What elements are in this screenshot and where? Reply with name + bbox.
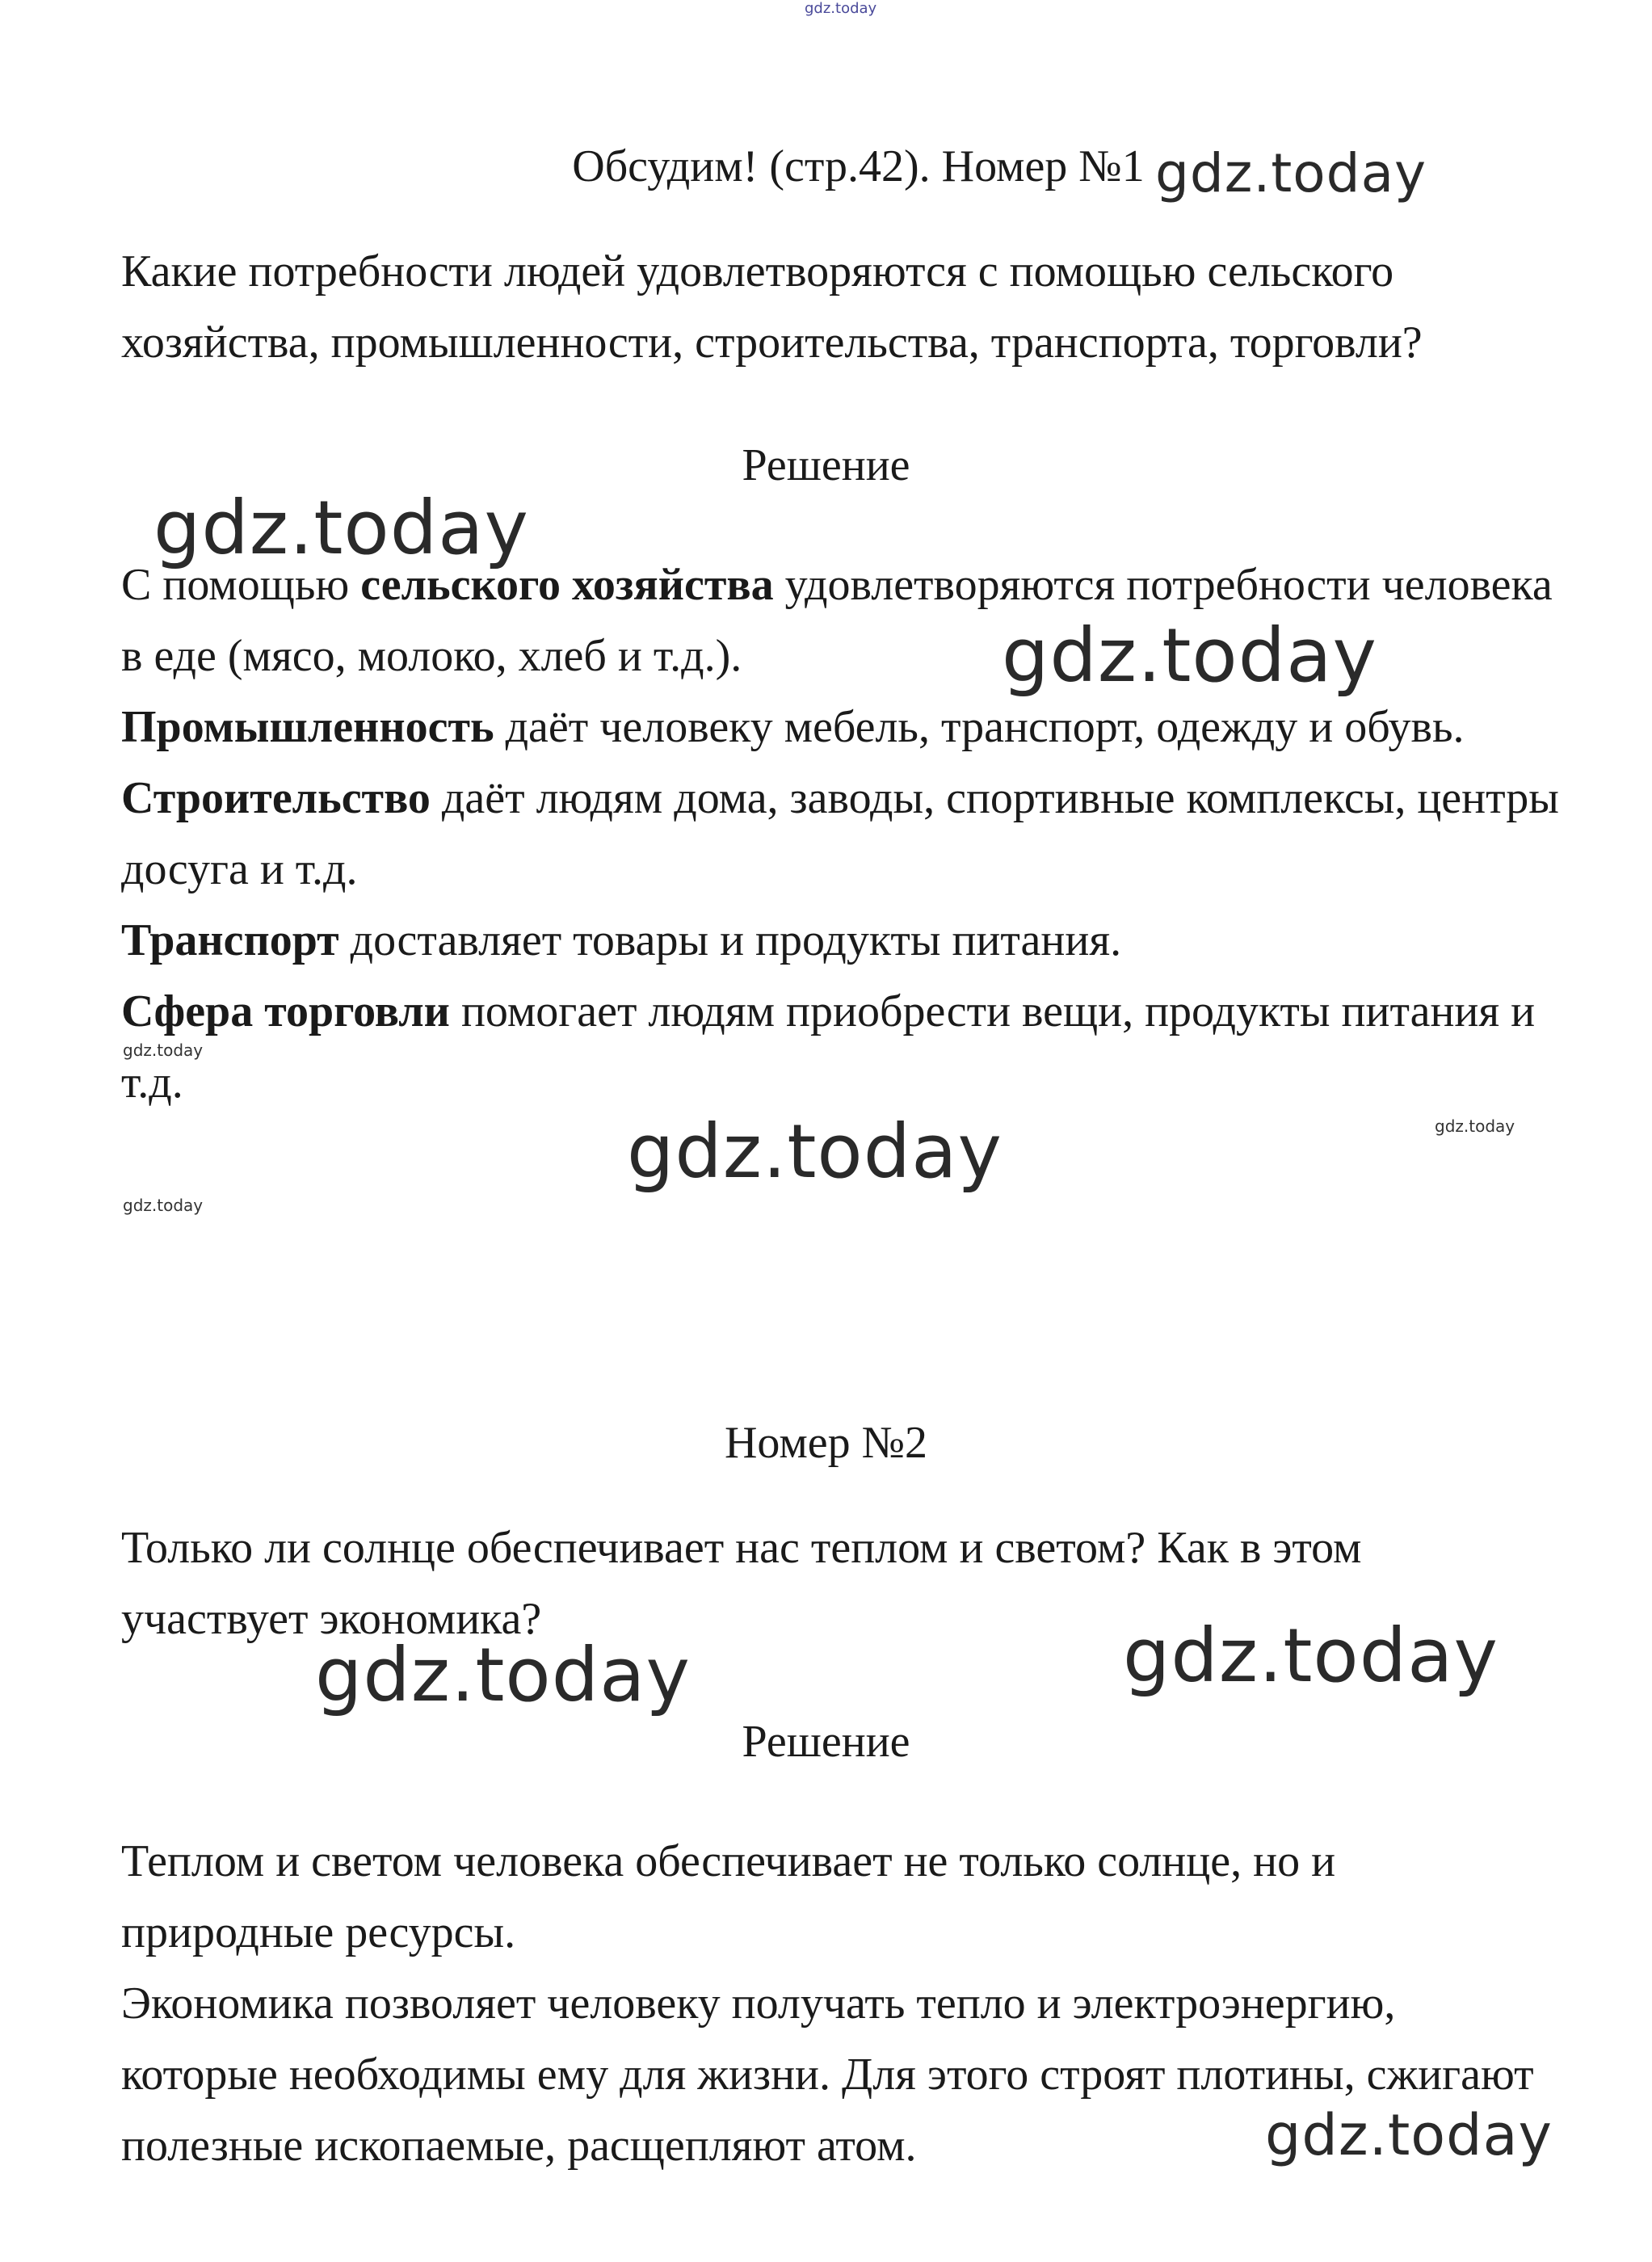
problem2-answer-p2: Экономика позволяет человеку получать тепло и электроэнергию, которые необходимы ему для жизни. Для этого строят плотины, сжигают полезные ископаемые, расщепляют атом. — [121, 1978, 1534, 2171]
problem1-title: Обсудим! (стр.42). Номер №1 — [572, 141, 1145, 191]
problem2-solution-heading: Решение — [742, 1717, 910, 1767]
watermark-top: gdz.today — [805, 0, 877, 17]
watermark-6: gdz.today — [1265, 2102, 1553, 2168]
watermark-5: gdz.today — [1123, 1612, 1499, 1699]
watermark-3: gdz.today — [627, 1108, 1003, 1195]
problem1-solution-heading: Решение — [742, 440, 910, 490]
watermark-1: gdz.today — [153, 485, 529, 571]
answer-construction: Строительство даёт людям дома, заводы, спортивные комплексы, центры досуга и т.д. — [121, 773, 1559, 894]
answer-trade: Сфера торговли помогает людям приобрести вещи, продукты питания и т.д. — [121, 986, 1536, 1108]
watermark-2: gdz.today — [1002, 612, 1377, 699]
watermark-4: gdz.today — [315, 1632, 691, 1718]
answer-agriculture: С помощью сельского хозяйства удовлетворяются потребности человека в еде (мясо, молоко, хлеб и т.д.). — [121, 560, 1553, 681]
watermark-small-2: gdz.today — [1435, 1116, 1515, 1136]
watermark-small-3: gdz.today — [123, 1196, 204, 1215]
problem2-title: Номер №2 — [724, 1418, 928, 1468]
problem2-question: Только ли солнце обеспечивает нас теплом и светом? Как в этом участвует экономика? — [121, 1523, 1362, 1644]
answer-industry: Промышленность даёт человеку мебель, транспорт, одежду и обувь. — [121, 702, 1465, 752]
problem2-answer-p1: Теплом и светом человека обеспечивает не только солнце, но и природные ресурсы. — [121, 1836, 1336, 1957]
problem1-question: Какие потребности людей удовлетворяются с помощью сельского хозяйства, промышленности, строительства, транспорта, торговли? — [121, 246, 1423, 368]
answer-transport: Транспорт доставляет товары и продукты питания. — [121, 915, 1122, 965]
watermark-small-1: gdz.today — [123, 1041, 204, 1060]
watermark-title: gdz.today — [1155, 142, 1427, 204]
